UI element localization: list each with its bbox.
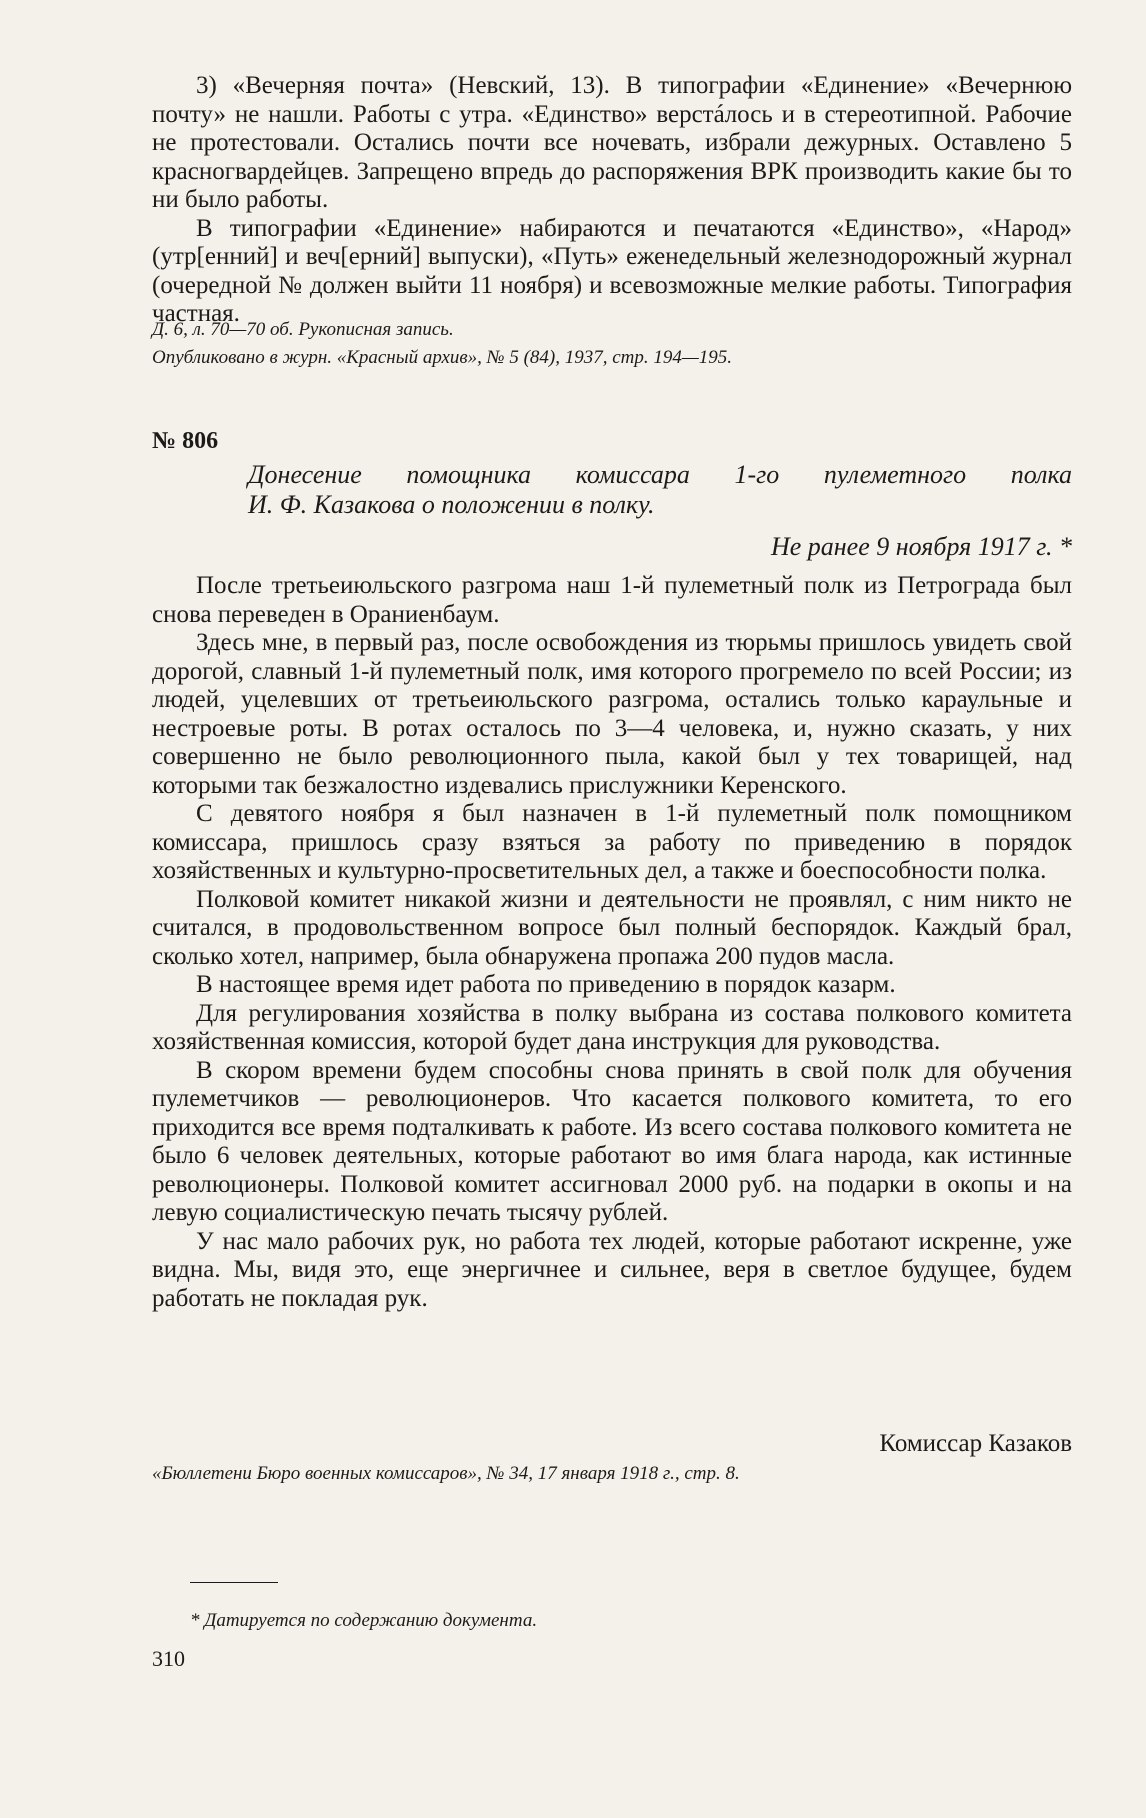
paragraph: Для регулирования хозяйства в полку выбрана из состава полкового комитета хозяйственная комиссия, которой будет дана инструкция для руководства. bbox=[152, 999, 1072, 1055]
top-section-text bbox=[152, 72, 1072, 329]
document-title bbox=[248, 460, 1072, 520]
paragraph: После третьеиюльского разгрома наш 1-й пулеметный полк из Петрограда был снова переведен в Ораниенбаум. bbox=[152, 572, 1072, 628]
document-date: Не ранее 9 ноября 1917 г. * bbox=[770, 532, 1072, 561]
document-number: № 806 bbox=[152, 428, 219, 454]
signature: Комиссар Казаков bbox=[879, 1430, 1072, 1457]
footnote-divider bbox=[190, 1582, 278, 1583]
paragraph: Полковой комитет никакой жизни и деятельности не проявлял, с ним никто не считался, в продовольственном вопросе был полный беспорядок. Каждый брал, сколько хотел, например, была обнаружена пропажа 200 пудов масла. bbox=[152, 885, 1072, 970]
document-source bbox=[152, 1460, 1072, 1488]
document-title-line-1: Донесение помощника комиссара 1-го пулеметного полка bbox=[248, 460, 1072, 489]
publication-reference: «Бюллетени Бюро военных комиссаров», № 34, 17 января 1918 г., стр. 8. bbox=[152, 1463, 740, 1484]
paragraph: В настоящее время идет работа по приведению в порядок казарм. bbox=[196, 971, 896, 998]
paragraph: 3) «Вечерняя почта» (Невский, 13). В типографии «Единение» «Вечернюю почту» не нашли. Работы с утра. «Единство» верстáлось и в стереотипной. Рабочие не протестовали. Остались почти все ночевать, избрали дежурных. Оставлено 5 красногвардейцев. Запрещено впредь до распоряжения ВРК производить какие бы то ни было работы. bbox=[152, 72, 1072, 213]
paragraph: У нас мало рабочих рук, но работа тех людей, которые работают искренне, уже видна. Мы, видя это, еще энергичнее и сильнее, веря в светлое будущее, будем работать не покладая рук. bbox=[152, 1227, 1072, 1312]
publication-reference: Опубликовано в журн. «Красный архив», № 5 (84), 1937, стр. 194—195. bbox=[152, 347, 733, 368]
document-title-line-2: И. Ф. Казакова о положении в полку. bbox=[248, 490, 655, 519]
archive-reference: Д. 6, л. 70—70 об. Рукописная запись. bbox=[152, 319, 454, 340]
footnote: * Датируется по содержанию документа. bbox=[190, 1610, 538, 1631]
paragraph: В скором времени будем способны снова принять в свой полк для обучения пулеметчиков — революционеров. Что касается полкового комитета, то его приходится все время подталкивать к работе. Из всего состава полкового комитета не было 6 человек деятельных, которые работают во имя блага народа, как истинные революционеры. Полковой комитет ассигновал 2000 руб. на подарки в окопы и на левую социалистическую печать тысячу рублей. bbox=[152, 1056, 1072, 1226]
top-section-source bbox=[152, 316, 1072, 372]
paragraph: В типографии «Единение» набираются и печатаются «Единство», «Народ» (утр[енний] и веч[ерний] выпуски), «Путь» еженедельный железнодорожный журнал (очередной № должен выйти 11 ноября) и всевозможные мелкие работы. Типография частная. bbox=[152, 214, 1072, 327]
page-number: 310 bbox=[152, 1646, 185, 1671]
paragraph: С девятого ноября я был назначен в 1-й пулеметный полк помощником комиссара, пришлось сразу взяться за работу по приведению в порядок хозяйственных и культурно-просветительных дел, а также и боеспособности полка. bbox=[152, 800, 1072, 884]
paragraph: Здесь мне, в первый раз, после освобождения из тюрьмы пришлось увидеть свой дорогой, славный 1-й пулеметный полк, имя которого прогремело по всей России; из людей, уцелевших от третьеиюльского разгрома, остались только караульные и нестроевые роты. В ротах осталось по 3—4 человека, и, нужно сказать, у них совершенно не было революционного пыла, какой был у тех товарищей, над которыми так безжалостно издевались прислужники Керенского. bbox=[152, 629, 1072, 799]
document-body bbox=[152, 572, 1072, 1313]
